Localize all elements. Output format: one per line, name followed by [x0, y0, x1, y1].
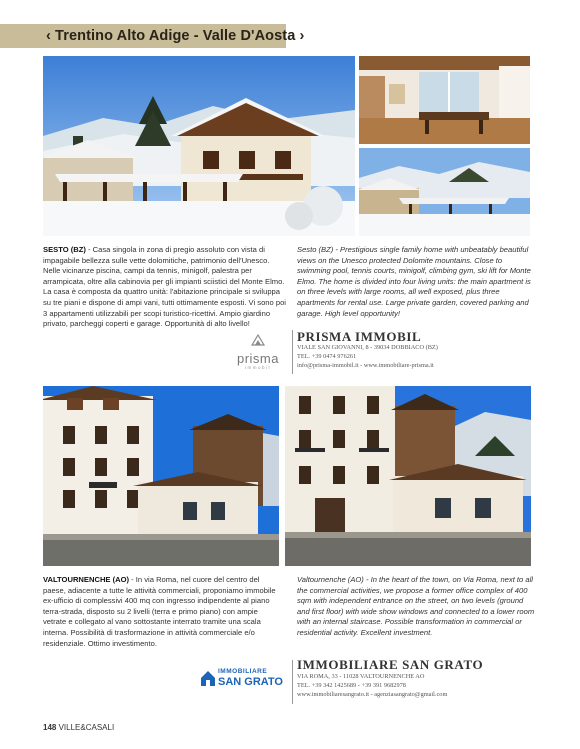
listing-2-description-it: [43, 575, 282, 649]
agency-2-contacts[interactable]: www.immobiliaresangrato.it - agenziasangrato@gmail.com: [297, 691, 448, 698]
chalet-interior-photo: [359, 56, 530, 144]
snowy-garden-photo: [359, 148, 530, 236]
agency-1-name: PRISMA IMMOBIL: [297, 329, 422, 344]
listing-1-description-en: Sesto (BZ) - Prestigious single family home with unbeatably beautiful views on the Unesco protected Dolomite mountains. Close to swimming pool, tennis courts, minigolf, climbing gym, ski lift for Monte Elmo. The home is divided into four living units: the main apartment is on three levels with large rooms, all well exposed, plus three apartments for rental use. Large private garden, covered parking and garage. High level opportunity!: [297, 245, 531, 318]
agency-2-divider: [292, 660, 293, 704]
magazine-name: VILLE&CASALI: [56, 723, 115, 732]
san-grato-logo-text: IMMOBILIARE: [218, 668, 268, 675]
listing-2-description-en: Valtournenche (AO) - In the heart of the town, on Via Roma, next to all the commercial activities, we propose a former office complex of 400 sqm with independent entrance on the street, on two levels (ground and first floor) with wide show windows and connected to a lower room with an internal staircase. Possible transformation in commercial or residential activity. Excellent investment.: [297, 575, 535, 637]
agency-2-phone: TEL. +39 342 1425689 - +39 391 9682978: [297, 682, 406, 689]
page-number: 148: [43, 723, 57, 732]
san-grato-logo-sub: SAN GRATO: [218, 676, 283, 688]
page-footer: [43, 723, 114, 732]
listing-1-text-it: - Casa singola in zona di pregio assoluto con vista di impagabile bellezza sulle vette dolomitiche, patrimonio dell'Unesco. Nelle vicinanze piscina, campi da tennis, minigolf, palestra per arrampicata, oltre alla cabinovia per gli impianti sciistici del Monte Elmo. La casa è composta da quattro unità: l'abitazione principale si sviluppa su tre piani e dispone di ampi vani, tutti ottimamente esposti. Vi sono poi 3 appartamenti utilizzabili per scopi turistico-ricettivi. Ampio giardino privato, parcheggi coperti e garage. Opportunità di alto livello!: [43, 245, 286, 329]
section-banner: [0, 24, 305, 48]
agency-2-address: VIA ROMA, 33 - 11028 VALTOURNENCHE AO: [297, 673, 425, 680]
prisma-logo-mark-icon: [250, 333, 266, 347]
prisma-logo-sub: immobil: [244, 365, 271, 370]
listing-1-description-it: [43, 245, 286, 330]
san-grato-logo: [200, 665, 288, 695]
agency-1-contacts[interactable]: info@prisma-immobil.it - www.immobiliare-prisma.it: [297, 362, 434, 369]
prisma-logo-text: prisma: [236, 351, 279, 366]
agency-1-divider: [292, 330, 293, 374]
listing-1-title: SESTO (BZ): [43, 245, 86, 254]
agency-1-address: VIALE SAN GIOVANNI, 8 - 39034 DOBBIACO (BZ): [297, 344, 438, 351]
prisma-logo: [228, 333, 288, 373]
san-grato-logo-house-icon: [200, 669, 216, 687]
agency-1-phone: TEL. +39 0474 976261: [297, 353, 357, 360]
valtournenche-building-photo-2: [285, 386, 531, 566]
agency-2-name: IMMOBILIARE SAN GRATO: [297, 657, 484, 672]
chalet-exterior-photo: [43, 56, 355, 236]
listing-2-title: VALTOURNENCHE (AO): [43, 575, 130, 584]
valtournenche-building-photo-1: [43, 386, 279, 566]
section-title: ‹ Trentino Alto Adige - Valle D'Aosta ›: [46, 28, 305, 44]
listing-2-text-it: - In via Roma, nel cuore del centro del paese, adiacente a tutte le attività commerciali, proponiamo immobile ex-ufficio di complessivi 400 mq con ingresso indipendente al piano terra-strada, disposto su 2 livelli (terra e primo piano) con ampie vetrate e collegato al vano sottostante interrato tramite una scala interna. Possibilità di trasformazione in attività commerciale e/o residenziale. Ottimo investimento.: [43, 575, 276, 648]
